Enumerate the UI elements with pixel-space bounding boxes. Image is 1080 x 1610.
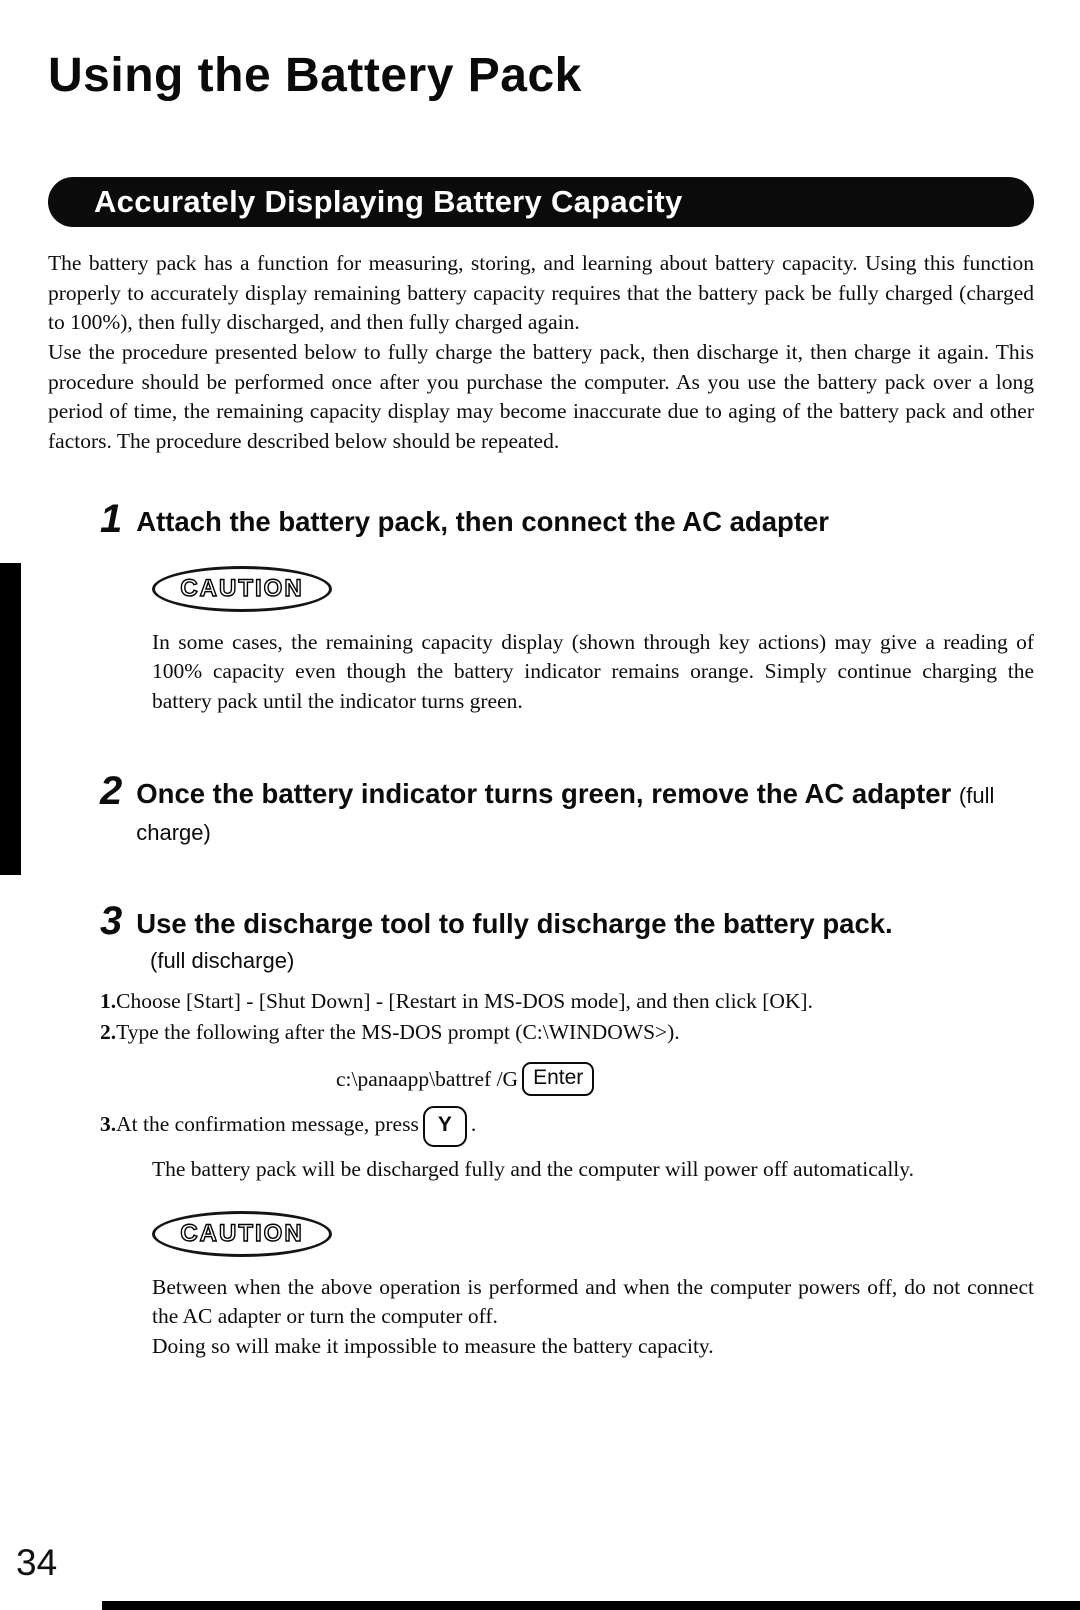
substep-3-text-before: At the confirmation message, press [116,1112,419,1137]
substep-2 [100,1017,1034,1048]
step-3-after-text: The battery pack will be discharged fully and the computer will power off automatically. [152,1156,915,1181]
scan-edge-artifact [102,1601,1080,1610]
command-text: c:\panaapp\battref /G [336,1066,519,1091]
step-3-caution-line-2: Doing so will make it impossible to measure the battery capacity. [152,1333,714,1358]
intro-paragraph-2: Use the procedure presented below to fully charge the battery pack, then discharge it, then charge it again. This procedure should be performed once after you purchase the computer. As you use the battery pack over a long period of time, the remaining capacity display may become inaccurate due to aging of the battery pack and other factors. The procedure described below should be repeated. [48,339,1034,453]
command-line [336,1062,1034,1096]
caution-badge-2 [152,1211,332,1257]
step-2-heading-text: Once the battery indicator turns green, remove the AC adapter [136,777,952,809]
page-number: 34 [16,1542,58,1583]
section-banner [48,177,1034,227]
step-2-number: 2 [100,768,123,813]
step-2-heading-suffix: (full charge) [136,782,995,845]
step-1-heading: Attach the battery pack, then connect the AC adapter [136,505,829,537]
substep-3-number: 3. [100,1112,117,1137]
step-3-subheading: (full discharge) [150,948,295,974]
intro-paragraph-1: The battery pack has a function for measuring, storing, and learning about battery capacity. Using this function properly to accurately display remaining battery capacity requires that the battery pack be fully charged (charged to 100%), then fully discharged, and then fully charged again. [48,251,1034,335]
substep-1-number: 1. [100,989,117,1014]
caution-label-2: CAUTION [180,1219,304,1247]
substep-1-text: Choose [Start] - [Shut Down] - [Restart in MS-DOS mode], and then click [OK]. [116,989,813,1014]
page-title: Using the Battery Pack [48,49,582,102]
step-3 [100,898,1034,1362]
substep-3-text-after: . [470,1112,477,1137]
enter-key: Enter [522,1062,594,1096]
step-2-heading [136,775,1034,849]
step-1-heading-row [100,496,1034,541]
step-3-heading: Use the discharge tool to fully discharge the battery pack. [136,907,893,939]
step-2-heading-row [100,768,1034,849]
section-tab-marker [0,563,21,875]
substep-1 [100,986,1034,1017]
step-3-caution-line-1: Between when the above operation is performed and when the computer powers off, do not connect the AC adapter or turn the computer off. [152,1274,1034,1329]
step-3-heading-row [100,898,1034,943]
step-1-number: 1 [100,496,123,541]
step-3-body [152,1155,1034,1362]
section-banner-label: Accurately Displaying Battery Capacity [94,184,683,219]
substep-2-text: Type the following after the MS-DOS prompt (C:\WINDOWS>). [116,1020,680,1045]
substep-3 [100,1106,1034,1146]
step-1-body [152,566,1034,717]
y-key: Y [423,1106,467,1146]
step-2 [100,768,1034,849]
step-3-number: 3 [100,898,123,943]
step-3-substeps [100,986,1034,1147]
caution-label: CAUTION [180,574,304,602]
step-1-caution-text: In some cases, the remaining capacity display (shown through key actions) may give a reading of 100% capacity even though the battery indicator remains orange. Simply continue charging the battery pack until the indicator turns green. [152,629,1034,714]
substep-2-number: 2. [100,1020,117,1045]
caution-badge [152,566,332,612]
step-1 [100,496,1034,717]
